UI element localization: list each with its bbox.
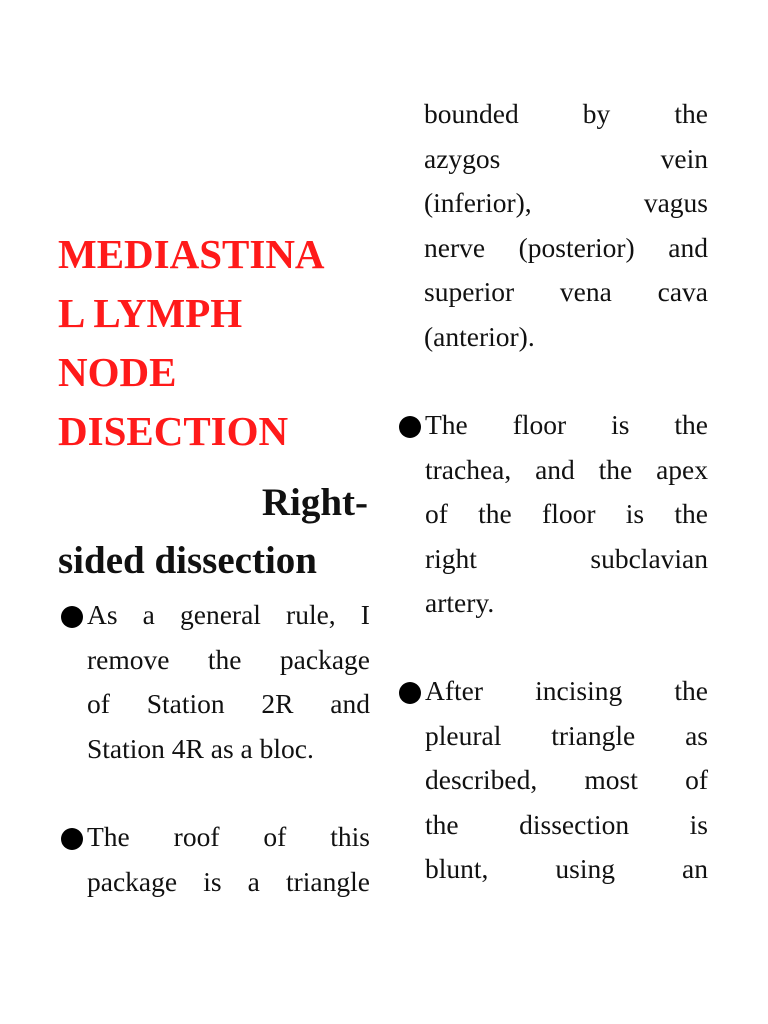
word: trachea, (425, 453, 512, 485)
word: azygos (424, 142, 501, 174)
word: floor (542, 498, 596, 529)
word: a (247, 865, 260, 897)
text-line (425, 492, 708, 537)
word: most (584, 764, 638, 795)
word: the (674, 98, 708, 129)
word: vena (559, 276, 612, 307)
text-line (87, 815, 370, 860)
word: apex (656, 453, 708, 485)
word: superior (424, 276, 515, 307)
word: (inferior), (424, 187, 532, 218)
title-line: L LYMPH (58, 290, 243, 336)
subheading-line: Right- (261, 481, 368, 524)
word: is (611, 409, 630, 440)
bullet-icon (61, 606, 83, 628)
word: is (203, 865, 222, 897)
word: As (87, 599, 118, 630)
bullet-icon (399, 682, 421, 704)
paragraph (424, 92, 708, 359)
text-line (424, 137, 708, 182)
text-line (87, 682, 370, 727)
text-line (425, 758, 708, 803)
word: of (87, 688, 110, 719)
word: 2R (261, 688, 294, 719)
word: the (674, 675, 708, 706)
text-line (425, 714, 708, 759)
word: described, (425, 764, 538, 795)
word: triangle (285, 865, 370, 897)
title-line: DISECTION (58, 408, 289, 454)
word: (anterior). (424, 320, 535, 352)
title-line: NODE (58, 349, 177, 395)
text-line (425, 448, 708, 493)
text-line (425, 581, 708, 626)
paragraph (87, 815, 370, 904)
word: is (625, 498, 645, 529)
word: the (598, 453, 633, 485)
word: and (330, 688, 370, 719)
text-line (424, 92, 708, 137)
word: rule, (286, 599, 336, 630)
bullet-icon (61, 828, 83, 850)
word: the (207, 643, 242, 675)
word: remove (87, 643, 170, 675)
word: nerve (424, 231, 486, 263)
text-line (87, 638, 370, 683)
word: and (668, 231, 708, 263)
word: blunt, (425, 853, 489, 884)
bullet-icon (399, 416, 421, 438)
text-line (425, 403, 708, 448)
section-subheading (58, 474, 368, 590)
word: the (674, 409, 708, 440)
paragraph (425, 403, 708, 626)
word: I (360, 599, 370, 630)
word: of (685, 764, 708, 795)
text-line (425, 537, 708, 582)
word: bounded (424, 98, 519, 129)
word: The (87, 821, 130, 852)
word: right (425, 542, 477, 574)
word: of (263, 821, 287, 852)
word: floor (512, 409, 567, 440)
word: Station 4R as a bloc. (87, 732, 314, 764)
text-line (424, 270, 708, 315)
word: pleural (425, 719, 502, 751)
word: cava (657, 276, 708, 307)
word: (posterior) (518, 231, 635, 263)
text-line (87, 593, 370, 638)
text-line (87, 727, 370, 772)
word: of (425, 498, 448, 529)
word: incising (535, 675, 623, 706)
word: this (330, 821, 370, 852)
word: a (142, 599, 155, 630)
word: The (425, 409, 468, 440)
word: the (425, 808, 459, 840)
word: the (478, 498, 512, 529)
paragraph (87, 593, 370, 771)
text-line (425, 847, 708, 892)
text-line (424, 315, 708, 360)
word: dissection (519, 808, 630, 840)
word: triangle (551, 719, 636, 751)
word: general (180, 599, 261, 630)
page-title (58, 225, 378, 461)
word: using (555, 853, 616, 884)
word: an (682, 853, 708, 884)
word: as (685, 719, 708, 751)
word: subclavian (590, 542, 708, 574)
word: the (674, 498, 708, 529)
paragraph (425, 669, 708, 892)
word: artery. (425, 587, 495, 618)
word: roof (173, 821, 220, 852)
text-line (425, 669, 708, 714)
word: package (279, 643, 370, 675)
word: by (582, 98, 611, 129)
text-line (424, 226, 708, 271)
word: and (535, 453, 575, 485)
text-line (87, 860, 370, 905)
subheading-line: sided dissection (58, 539, 317, 582)
word: is (689, 808, 708, 840)
title-line: MEDIASTINA (58, 231, 325, 277)
text-line (424, 181, 708, 226)
word: vagus (643, 187, 708, 218)
word: vein (660, 142, 708, 174)
text-line (425, 803, 708, 848)
word: After (425, 675, 484, 706)
word: package (87, 865, 178, 897)
word: Station (146, 688, 225, 719)
